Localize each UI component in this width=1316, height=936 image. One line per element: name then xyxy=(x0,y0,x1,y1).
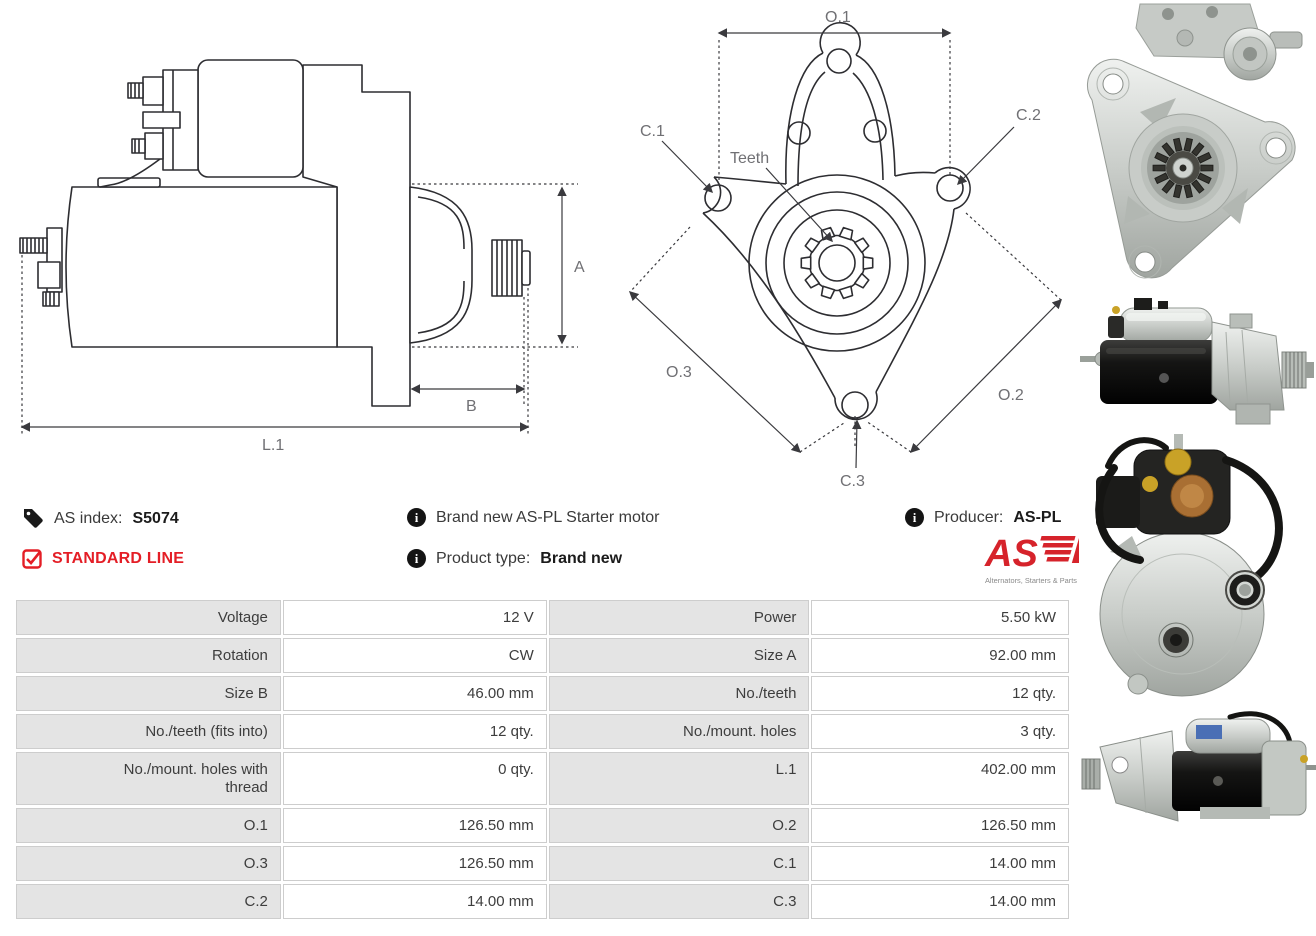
spec-value-cell: 12 qty. xyxy=(283,714,547,749)
product-photo-front-view xyxy=(1080,0,1316,292)
spec-label-cell: O.3 xyxy=(16,846,281,881)
spec-value-cell: 126.50 mm xyxy=(283,846,547,881)
spec-label-cell: C.1 xyxy=(549,846,810,881)
as-pl-logo xyxy=(983,531,1079,594)
producer-value: AS-PL xyxy=(1013,508,1062,526)
tag-icon xyxy=(22,508,44,530)
logo-tagline: Alternators, Starters & Parts xyxy=(985,578,1078,585)
spec-value-cell: 12 V xyxy=(283,600,547,635)
spec-label-cell: C.2 xyxy=(16,884,281,919)
spec-row xyxy=(16,600,1069,635)
dim-label-c3: C.3 xyxy=(840,473,865,490)
spec-table-body xyxy=(16,600,1069,919)
spec-label-cell: O.2 xyxy=(549,808,810,843)
spec-label-cell: Size A xyxy=(549,638,810,673)
spec-value-cell: 402.00 mm xyxy=(811,752,1069,805)
technical-drawing-front-view xyxy=(618,0,1078,500)
dim-label-teeth: Teeth xyxy=(730,150,770,167)
dim-label-o2: O.2 xyxy=(998,387,1024,404)
standard-line-row xyxy=(22,549,184,569)
product-description: Brand new AS-PL Starter motor xyxy=(436,508,660,526)
spec-row xyxy=(16,808,1069,843)
as-index-row xyxy=(22,508,179,530)
spec-label-cell: No./mount. holes xyxy=(549,714,810,749)
info-icon: i xyxy=(407,508,426,527)
spec-value-cell: CW xyxy=(283,638,547,673)
spec-row xyxy=(16,846,1069,881)
spec-label-cell: Size B xyxy=(16,676,281,711)
info-icon: i xyxy=(905,508,924,527)
checkbox-checked-icon xyxy=(22,549,42,569)
spec-value-cell: 12 qty. xyxy=(811,676,1069,711)
producer-row xyxy=(905,508,1061,527)
product-photo-side-view-left xyxy=(1080,703,1316,848)
dim-label-l1: L.1 xyxy=(262,437,285,454)
dim-label-b: B xyxy=(466,398,477,415)
spec-label-cell: Power xyxy=(549,600,810,635)
producer-label: Producer: xyxy=(934,508,1004,526)
spec-label-cell: No./teeth xyxy=(549,676,810,711)
spec-label-cell: C.3 xyxy=(549,884,810,919)
dim-label-o1: O.1 xyxy=(825,9,851,26)
dim-label-c1: C.1 xyxy=(640,123,665,140)
as-index-value: S5074 xyxy=(132,510,179,527)
dim-label-o3: O.3 xyxy=(666,364,692,381)
spec-row xyxy=(16,638,1069,673)
as-index-label: AS index: xyxy=(54,510,123,527)
spec-label-cell: No./mount. holes with thread xyxy=(16,752,281,805)
product-type-label: Product type: xyxy=(436,549,531,567)
logo-text: AS xyxy=(985,533,1038,575)
spec-table xyxy=(14,597,1071,922)
pinion-teeth-outline xyxy=(801,228,872,299)
spec-value-cell: 14.00 mm xyxy=(811,884,1069,919)
spec-value-cell: 126.50 mm xyxy=(283,808,547,843)
spec-label-cell: O.1 xyxy=(16,808,281,843)
description-row xyxy=(407,508,660,527)
info-icon: i xyxy=(407,549,426,568)
spec-value-cell: 14.00 mm xyxy=(811,846,1069,881)
spec-value-cell: 3 qty. xyxy=(811,714,1069,749)
spec-value-cell: 92.00 mm xyxy=(811,638,1069,673)
product-type-row xyxy=(407,549,622,568)
spec-value-cell: 0 qty. xyxy=(283,752,547,805)
spec-label-cell: L.1 xyxy=(549,752,810,805)
standard-line-badge: STANDARD LINE xyxy=(52,550,185,567)
spec-label-cell: Rotation xyxy=(16,638,281,673)
product-photo-rear-view xyxy=(1080,432,1316,703)
spec-value-cell: 126.50 mm xyxy=(811,808,1069,843)
product-type-value: Brand new xyxy=(540,549,623,567)
spec-value-cell: 5.50 kW xyxy=(811,600,1069,635)
spec-row xyxy=(16,752,1069,805)
spec-value-cell: 46.00 mm xyxy=(283,676,547,711)
spec-value-cell: 14.00 mm xyxy=(283,884,547,919)
spec-row xyxy=(16,676,1069,711)
technical-drawing-side-view xyxy=(10,25,610,455)
spec-label-cell: No./teeth (fits into) xyxy=(16,714,281,749)
product-photo-side-view-right xyxy=(1080,292,1316,432)
dim-label-a: A xyxy=(574,259,585,276)
dim-label-c2: C.2 xyxy=(1016,107,1041,124)
spec-label-cell: Voltage xyxy=(16,600,281,635)
spec-row xyxy=(16,884,1069,919)
spec-row xyxy=(16,714,1069,749)
